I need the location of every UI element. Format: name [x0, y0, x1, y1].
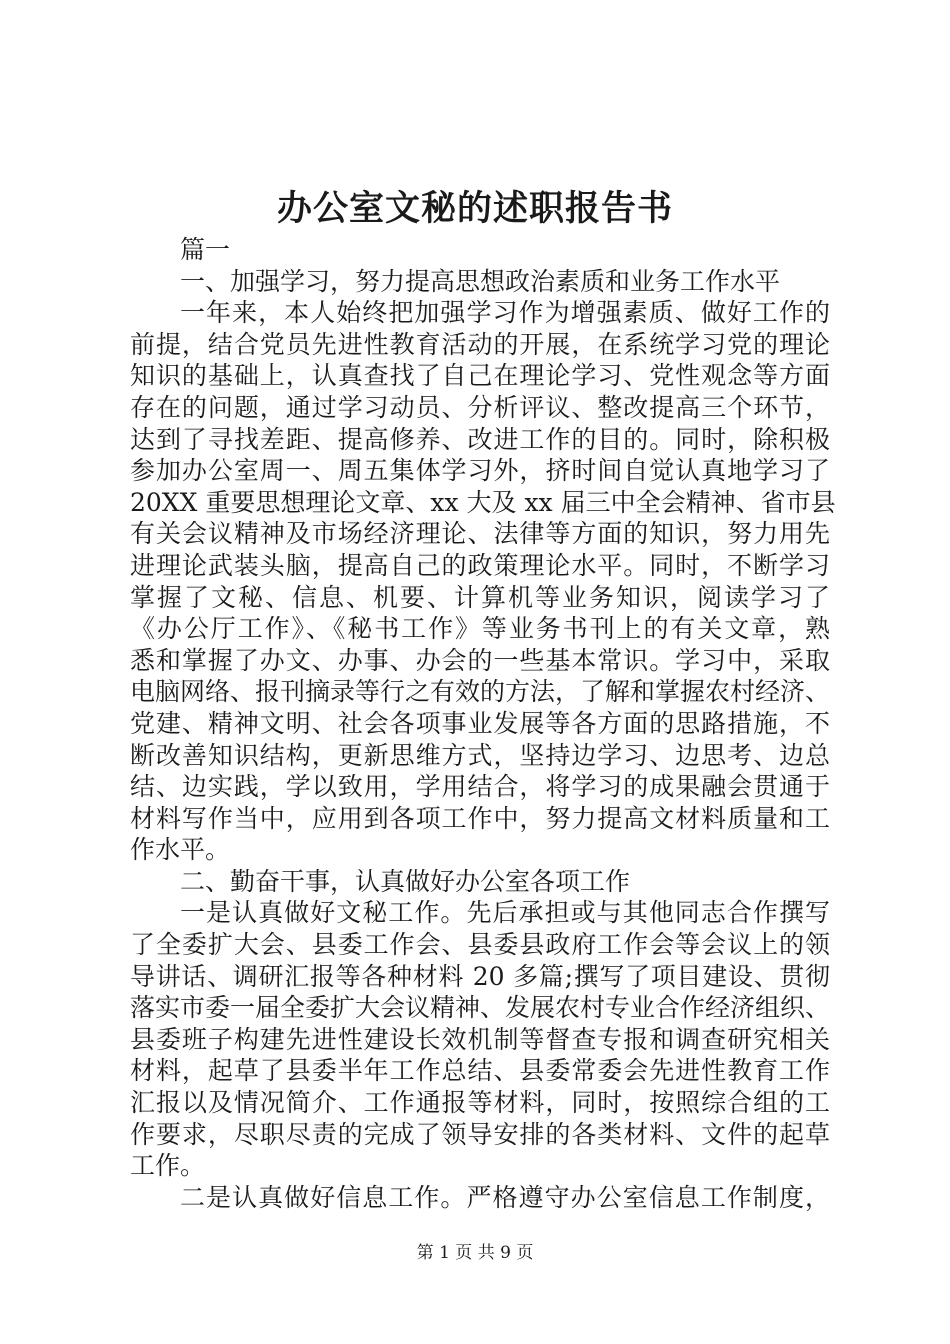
- paragraph-line: 材料，起草了县委半年工作总结、县委常委会先进性教育工作: [130, 1056, 830, 1086]
- paragraph-line: 断改善知识结构，更新思维方式，坚持边学习、边思考、边总: [130, 740, 830, 770]
- paragraph-line: 一年来，本人始终把加强学习作为增强素质、做好工作的: [180, 298, 830, 328]
- paragraph-line: 作水平。: [130, 835, 231, 865]
- paragraph-line: 参加办公室周一、周五集体学习外，挤时间自觉认真地学习了: [130, 456, 830, 486]
- document-body: [130, 234, 836, 1213]
- paragraph-line: 20XX 重要思想理论文章、xx 大及 xx 届三中全会精神、省市县: [130, 487, 836, 517]
- section-heading-1: 一、加强学习，努力提高思想政治素质和业务工作水平: [180, 266, 781, 296]
- paragraph-line: 悉和掌握了办文、办事、办会的一些基本常识。学习中，采取: [130, 645, 830, 675]
- paragraph-line: 知识的基础上，认真查找了自己在理论学习、党性观念等方面: [130, 361, 830, 391]
- paragraph-line: 导讲话、调研汇报等各种材料 20 多篇;撰写了项目建设、贯彻: [130, 961, 830, 991]
- paragraph-line: 电脑网络、报刊摘录等行之有效的方法，了解和掌握农村经济、: [130, 677, 831, 707]
- paragraph-line: 党建、精神文明、社会各项事业发展等各方面的思路措施，不: [130, 708, 830, 738]
- paragraph-line: 一是认真做好文秘工作。先后承担或与其他同志合作撰写: [180, 898, 830, 928]
- paragraph-line: 进理论武装头脑，提高自己的政策理论水平。同时，不断学习: [130, 550, 830, 580]
- paragraph-line: 存在的问题，通过学习动员、分析评议、整改提高三个环节，: [130, 392, 830, 422]
- paragraph-line: 掌握了文秘、信息、机要、计算机等业务知识，阅读学习了: [130, 582, 830, 612]
- paragraph-line: 结、边实践，学以致用，学用结合，将学习的成果融会贯通于: [130, 772, 830, 802]
- document-title: 办公室文秘的述职报告书: [276, 188, 673, 229]
- paragraph-line: 有关会议精神及市场经济理论、法律等方面的知识，努力用先: [130, 519, 830, 549]
- paragraph-line: 落实市委一届全委扩大会议精神、发展农村专业合作经济组织、: [130, 993, 831, 1023]
- page-footer: 第 1 页 共 9 页: [416, 1243, 534, 1263]
- paragraph-line: 了全委扩大会、县委工作会、县委县政府工作会等会议上的领: [130, 930, 830, 960]
- paragraph-line: 汇报以及情况简介、工作通报等材料，同时，按照综合组的工: [130, 1088, 830, 1118]
- paragraph-line: 前提，结合党员先进性教育活动的开展，在系统学习党的理论: [130, 329, 830, 359]
- section-heading-2: 二、勤奋干事，认真做好办公室各项工作: [180, 866, 631, 896]
- paragraph-line: 县委班子构建先进性建设长效机制等督查专报和调查研究相关: [130, 1024, 830, 1054]
- paragraph-line: 达到了寻找差距、提高修养、改进工作的目的。同时，除积极: [130, 424, 830, 454]
- section-label: 篇一: [180, 235, 231, 264]
- paragraph-line: 二是认真做好信息工作。严格遵守办公室信息工作制度，: [180, 1182, 830, 1212]
- paragraph-line: 作要求，尽职尽责的完成了领导安排的各类材料、文件的起草: [130, 1119, 830, 1149]
- paragraph-line: 材料写作当中，应用到各项工作中，努力提高文材料质量和工: [130, 803, 830, 833]
- paragraph-line: 工作。: [130, 1151, 206, 1181]
- paragraph-line: 《办公厅工作》、《秘书工作》等业务书刊上的有关文章，熟: [130, 614, 830, 644]
